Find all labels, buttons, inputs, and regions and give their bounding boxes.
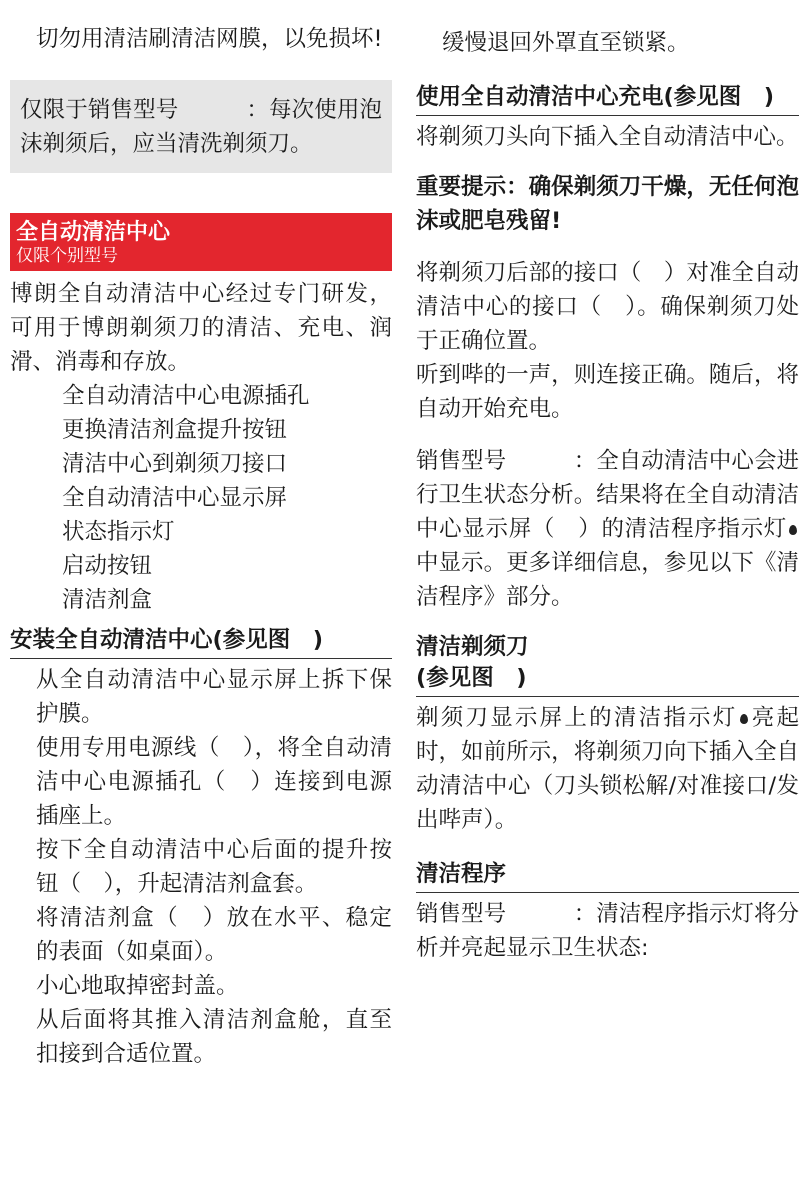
clean-text-a: 剃须刀显示屏上的清洁指示灯: [416, 705, 738, 731]
clean-heading: [416, 632, 799, 697]
important-notice: 重要提示：确保剃须刀干燥，无任何泡沫或肥皂残留!: [416, 174, 799, 234]
list-item: 将清洁剂盒（ ）放在水平、稳定的表面（如桌面）。: [36, 905, 392, 965]
charge-paragraph-2: 将剃须刀后部的接口（ ）对准全自动清洁中心的接口（ ）。确保剃须刀处于正确位置。: [416, 260, 799, 354]
clean-paragraph: [416, 701, 799, 837]
continue-step: 缓慢退回外罩直至锁紧。: [442, 30, 690, 56]
clean-heading-line-1: 清洁剃须刀: [416, 634, 529, 660]
program-heading: 清洁程序: [416, 859, 799, 893]
list-item: 更换清洁剂盒提升按钮: [62, 417, 288, 443]
list-item: 从全自动清洁中心显示屏上拆下保护膜。: [36, 667, 392, 727]
section-subtitle: 仅限个别型号: [16, 246, 118, 266]
charge-paragraph-1: 将剃须刀头向下插入全自动清洁中心。: [416, 124, 799, 150]
program-paragraph: 销售型号 ：清洁程序指示灯将分析并亮起显示卫生状态:: [416, 901, 799, 961]
model-analysis-text-b: 中显示。更多详细信息，参见以下《清洁程序》部分。: [416, 550, 799, 610]
model-analysis-paragraph: [416, 444, 799, 614]
list-item: 全自动清洁中心电源插孔: [62, 383, 310, 409]
list-item: 启动按钮: [62, 553, 153, 579]
list-item: 小心地取掉密封盖。: [36, 973, 239, 999]
list-item: 从后面将其推入清洁剂盒舱，直至扣接到合适位置。: [36, 1007, 392, 1067]
clean-heading-line-2: (参见图 ): [416, 665, 527, 691]
charge-heading: 使用全自动清洁中心充电(参见图 ): [416, 82, 799, 116]
section-header-cleaning-center: [10, 213, 392, 271]
install-heading: 安装全自动清洁中心(参见图 ): [10, 625, 392, 659]
intro-paragraph: 博朗全自动清洁中心经过专门研发，可用于博朗剃须刀的清洁、充电、润滑、消毒和存放。: [10, 281, 392, 375]
parts-list: [10, 379, 392, 617]
list-item: 状态指示灯: [62, 519, 175, 545]
clean-text-b: 亮起时，如前所示，将剃须刀向下插入全自动清洁中心（刀头锁松解/对准接口/发出哔声）。: [416, 705, 799, 833]
drop-icon: [789, 525, 797, 535]
model-analysis-text-a: 销售型号 ：全自动清洁中心会进行卫生状态分析。结果将在全自动清洁中心显示屏（ ）的清洁程序指示灯: [416, 448, 799, 542]
section-title: 全自动清洁中心: [16, 220, 171, 245]
right-column: [416, 0, 799, 965]
model-note-text: 仅限于销售型号 ：每次使用泡沫剃须后，应当清洗剃须刀。: [20, 97, 382, 157]
left-column: [10, 0, 392, 1071]
list-item: 使用专用电源线（ ），将全自动清洁中心电源插孔（ ）连接到电源插座上。: [36, 735, 392, 829]
drop-icon: [740, 714, 748, 724]
list-item: 全自动清洁中心显示屏: [62, 485, 288, 511]
charge-paragraph-3: 听到哔的一声，则连接正确。随后，将自动开始充电。: [416, 362, 799, 422]
model-note-box: [10, 80, 392, 173]
list-item: 清洁中心到剃须刀接口: [62, 451, 288, 477]
warning-text: 切勿用清洁刷清洁网膜，以免损坏!: [36, 26, 383, 52]
list-item: 清洁剂盒: [62, 587, 153, 613]
install-steps: [10, 663, 392, 1071]
list-item: 按下全自动清洁中心后面的提升按钮（ ），升起清洁剂盒套。: [36, 837, 392, 897]
